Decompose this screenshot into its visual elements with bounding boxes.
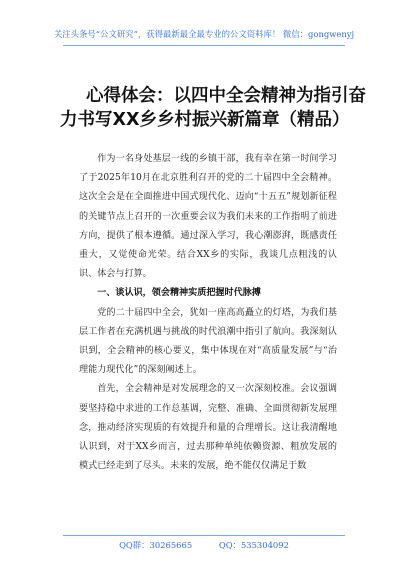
- section-heading-1: 一、谈认识，领会精神实质把握时代脉搏: [97, 288, 261, 299]
- footer-contact: [0, 539, 408, 551]
- title-line-1: 心得体会：以四中全会精神为指引奋: [86, 86, 366, 106]
- header-banner: 关注头条号“公文研究”，获得最新最全最专业的公文资料库！ 微信：gongwenyj: [53, 29, 355, 39]
- paragraph-intro: 作为一名身处基层一线的乡镇干部，我有幸在第一时间学习了于2025年10月在北京胜利召开的党的二十届四中全会精神。这次全会是在全面推进中国式现代化、迈向“十五五”规划新征程的关键节点上召开的一次重要会议为我们未来的工作指明了前进方向，提供了根本遵循。通过深入学习，我心潮澎湃，既感责任重大，又觉使命光荣。结合XX乡的实际，我谈几点粗浅的认识、体会与打算。: [79, 154, 337, 280]
- paragraph-first: 首先，全会精神是对发展理念的又一次深刻校准。会议强调要坚持稳中求进的工作总基调，完整、准确、全面贯彻新发展理念，推动经济实现质的有效提升和量的合理增长。这让我清醒地认识到，对于XX乡而言，过去那种单纯依赖资源、粗放发展的模式已经走到了尽头。未来的发展，绝不能仅仅满足于数: [79, 384, 337, 472]
- header-divider: [63, 45, 345, 46]
- qq-group-number: QQ群：30265665: [119, 540, 193, 550]
- footer-divider: [63, 535, 345, 536]
- document-title: [60, 84, 368, 132]
- paragraph-lighthouse: 党的二十届四中全会，犹如一座高高矗立的灯塔，为我们基层工作者在充满机遇与挑战的时代浪潮中指引了航向。我深刻认识到，全会精神的核心要义，集中体现在对“高质量发展”与“治理能力现代化”的深刻阐述上。: [79, 307, 337, 376]
- title-line-2: 力书写XX乡乡村振兴新篇章（精品）: [60, 110, 350, 130]
- qq-number: QQ：535304092: [218, 540, 289, 550]
- document-body: [79, 150, 337, 476]
